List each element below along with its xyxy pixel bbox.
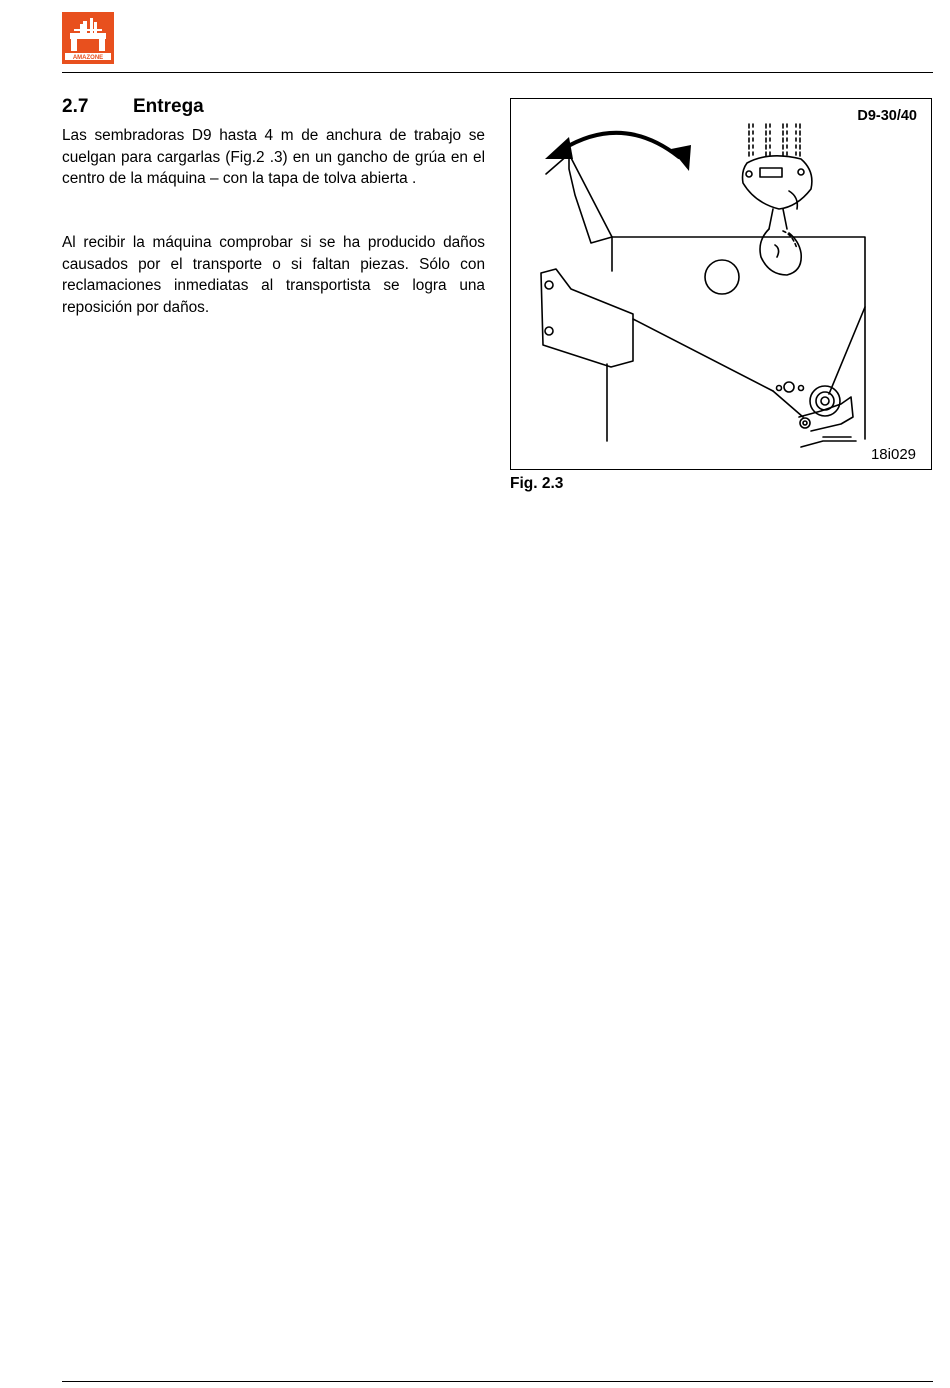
amazone-logo-mark — [62, 12, 114, 64]
figure-reference-code: 18i029 — [870, 446, 916, 463]
amazone-logo — [62, 12, 114, 64]
svg-text:AMAZONE: AMAZONE — [72, 55, 104, 61]
section-title: Entrega — [133, 96, 204, 117]
section-number: 2.7 — [62, 96, 89, 117]
body-paragraph-transport: Las sembradoras D9 hasta 4 m de anchura de trabajo se cuelgan para cargarlas (Fig.2 .3) en un gancho de grúa en el centro de la máquina – con la tapa de tolva abierta . — [62, 127, 485, 187]
header-divider — [62, 72, 933, 73]
figure-crane-lifting — [510, 98, 932, 470]
figure-caption: Fig. 2.3 — [510, 475, 564, 492]
machine-lifting-drawing — [511, 99, 932, 470]
body-paragraph-inspection: Al recibir la máquina comprobar si se ha producido daños causados por el transporte o si faltan piezas. Sólo con reclamaciones inmediatas al transportista se logra una reposición por daños. — [62, 234, 485, 316]
figure-model-label: D9-30/40 — [857, 108, 917, 124]
footer-divider — [62, 1381, 933, 1382]
section-heading — [62, 96, 204, 118]
